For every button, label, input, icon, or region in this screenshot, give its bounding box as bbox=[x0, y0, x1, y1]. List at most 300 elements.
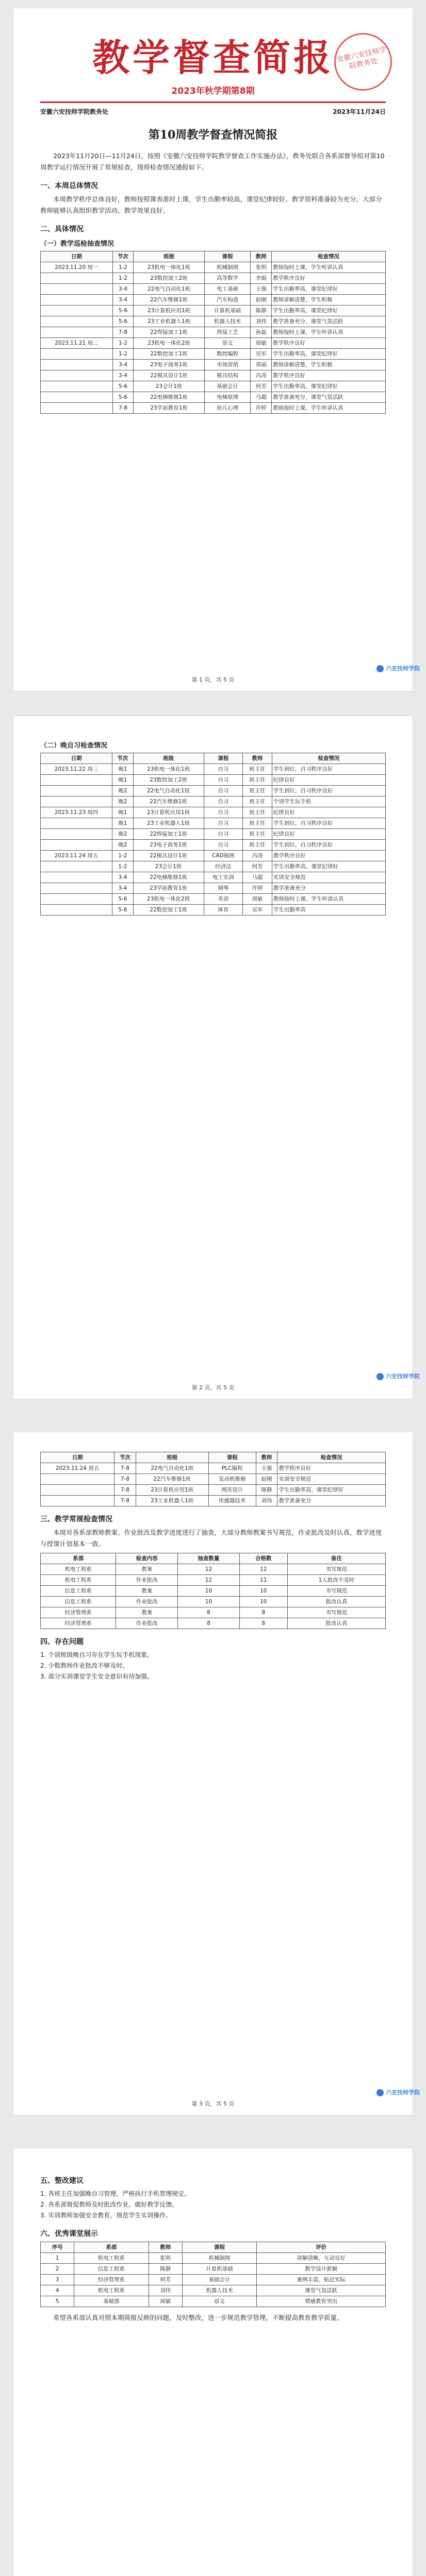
table-row bbox=[41, 338, 386, 349]
table-row bbox=[41, 807, 386, 818]
page-3 bbox=[13, 1432, 420, 2115]
table-cell: 计算机基础 bbox=[204, 306, 251, 316]
subsection-heading-1: （一）教学巡检抽查情况 bbox=[40, 240, 114, 248]
table-cell: 冯涛 bbox=[243, 851, 272, 861]
table-cell bbox=[41, 829, 112, 840]
table-cell: 书写规范 bbox=[287, 1607, 385, 1618]
table-cell: 实训安全规范 bbox=[272, 872, 385, 883]
table-cell: 23工业机器人1班 bbox=[136, 1496, 208, 1506]
table-cell: 何芳 bbox=[149, 2275, 182, 2285]
table-cell: 22汽车维修1班 bbox=[134, 295, 204, 306]
table-cell bbox=[41, 1485, 114, 1496]
table-cell: 教学设计新颖 bbox=[257, 2264, 386, 2275]
page-footer: 第 2 页，共 5 页 bbox=[191, 1384, 235, 1391]
watermark: 六安技师学院 bbox=[376, 1372, 420, 1380]
table-cell: 11 bbox=[239, 1575, 287, 1586]
issue-number: 2023年秋学期第8期 bbox=[171, 86, 255, 96]
page-footer: 第 3 页，共 5 页 bbox=[191, 2100, 235, 2107]
table-cell: 英语 bbox=[204, 894, 243, 905]
table-cell: 纪律良好 bbox=[272, 807, 385, 818]
table-cell: 2023.11.23 周四 bbox=[41, 807, 112, 818]
table-cell: 王强 bbox=[251, 284, 272, 295]
closing-paragraph: 希望各系部认真对照本期简报反映的问题，及时整改，进一步规范教学管理，不断提高教育教学质量。 bbox=[53, 2314, 343, 2321]
table-cell: 吴军 bbox=[251, 349, 272, 360]
table-row bbox=[41, 2285, 386, 2296]
table-cell: 刘伟 bbox=[251, 316, 272, 327]
table-cell: 电梯原理 bbox=[204, 392, 251, 403]
table-header-cell: 日期 bbox=[41, 753, 112, 764]
table-header-cell: 日期 bbox=[41, 1452, 114, 1463]
issue-date: 2023年11月24日 bbox=[333, 108, 386, 115]
table-cell: 10 bbox=[239, 1586, 287, 1597]
table-cell: 学生出勤率高，课堂纪律好 bbox=[272, 349, 386, 360]
table-cell: 张明 bbox=[149, 2253, 182, 2264]
table-header-cell: 班级 bbox=[136, 1452, 208, 1463]
table-cell: 23计算机应用1班 bbox=[136, 1485, 208, 1496]
table-cell: 教学准备充分 bbox=[272, 883, 385, 894]
table-cell: 教学秩序良好 bbox=[272, 370, 386, 381]
table-cell: 高等数学 bbox=[204, 273, 251, 284]
table-cell: 1-2 bbox=[112, 851, 133, 861]
table-cell: 12 bbox=[178, 1564, 240, 1575]
table-row bbox=[41, 327, 386, 338]
table-cell: 马超 bbox=[251, 392, 272, 403]
table-row bbox=[41, 1474, 386, 1485]
table-cell: 教学秩序良好 bbox=[272, 851, 385, 861]
table-cell bbox=[41, 818, 112, 829]
watermark: 六安技师学院 bbox=[376, 664, 420, 672]
table-cell: 基础会计 bbox=[182, 2275, 256, 2285]
table-cell: CAD制图 bbox=[204, 851, 243, 861]
header-meta bbox=[40, 107, 386, 116]
table-cell: 22数控加工1班 bbox=[134, 349, 204, 360]
table-row bbox=[41, 764, 386, 775]
watermark: 六安技师学院 bbox=[376, 2088, 420, 2096]
table-row bbox=[41, 1607, 386, 1618]
table-row bbox=[41, 894, 386, 905]
table-cell: 自习 bbox=[204, 764, 243, 775]
list-item: 1. 各班主任加强晚自习管理，严格执行手机管理规定。 bbox=[40, 2190, 191, 2197]
table-cell: 22电梯维修1班 bbox=[133, 872, 204, 883]
table-cell: 自习 bbox=[204, 829, 243, 840]
table-header-cell: 节次 bbox=[112, 753, 133, 764]
list-item: 3. 实训教师加强安全教育，规范学生实训操作。 bbox=[40, 2212, 172, 2219]
table-cell: 批改认真 bbox=[287, 1597, 385, 1607]
table-cell: 纪律良好 bbox=[272, 775, 385, 786]
table-cell: 教学秩序良好 bbox=[272, 338, 386, 349]
table-cell: 23机电一体化2班 bbox=[133, 894, 204, 905]
table-cell: 李娟 bbox=[251, 273, 272, 284]
table-cell: 何芳 bbox=[251, 381, 272, 392]
table-cell: 信息工程系 bbox=[41, 1597, 116, 1607]
table-cell: 晚1 bbox=[112, 807, 133, 818]
table-cell: 作业批改 bbox=[116, 1575, 178, 1586]
table-cell: 3-4 bbox=[112, 360, 134, 370]
table-row bbox=[41, 786, 386, 796]
table-cell: 教学准备充分 bbox=[277, 1496, 386, 1506]
section-heading-1: 一、本周总体情况 bbox=[40, 182, 98, 190]
table-cell bbox=[41, 306, 113, 316]
table-cell bbox=[41, 861, 112, 872]
table-header-cell: 评价 bbox=[257, 2242, 386, 2253]
table-cell: 22电气自动化1班 bbox=[133, 786, 204, 796]
table-cell bbox=[41, 883, 112, 894]
table-cell: 郑丽 bbox=[251, 360, 272, 370]
table-header-cell: 序号 bbox=[41, 2242, 74, 2253]
document-title: 第10周教学督查情况简报 bbox=[148, 128, 278, 142]
table-row bbox=[41, 2253, 386, 2264]
table-cell: 7-8 bbox=[112, 327, 134, 338]
section-heading-6: 六、优秀课堂展示 bbox=[40, 2230, 98, 2238]
table-cell: 钢琴 bbox=[204, 883, 243, 894]
table-cell: 自习 bbox=[204, 807, 243, 818]
table-row bbox=[41, 872, 386, 883]
table-cell: 案例丰富，贴近实际 bbox=[257, 2275, 386, 2285]
table-row bbox=[41, 370, 386, 381]
table-cell: 孙磊 bbox=[251, 327, 272, 338]
table-row bbox=[41, 796, 386, 807]
suggestions-list bbox=[40, 2189, 386, 2221]
table-cell: 8 bbox=[178, 1607, 240, 1618]
table-cell: 赵刚 bbox=[256, 1474, 277, 1485]
issuing-org: 安徽六安技师学院教务处 bbox=[40, 108, 109, 115]
table-cell: 赵刚 bbox=[251, 295, 272, 306]
table-row bbox=[41, 262, 386, 273]
table-cell: 自习 bbox=[204, 786, 243, 796]
table-cell: 7-8 bbox=[112, 403, 134, 414]
table-cell: 22模具设计1班 bbox=[133, 851, 204, 861]
table-cell: 讲解清晰，互动良好 bbox=[257, 2253, 386, 2264]
table-row bbox=[41, 1618, 386, 1629]
table-cell: 2023.11.24 周五 bbox=[41, 851, 112, 861]
table-cell: 教案 bbox=[116, 1607, 178, 1618]
table-cell bbox=[41, 349, 113, 360]
table-cell: 23工业机器人1班 bbox=[134, 316, 204, 327]
table-cell: 2023.11.20 周一 bbox=[41, 262, 113, 273]
table-header-cell: 班级 bbox=[133, 753, 204, 764]
table-cell bbox=[41, 775, 112, 786]
table-cell bbox=[41, 905, 112, 916]
table-cell: 焊接工艺 bbox=[204, 327, 251, 338]
table-cell: 何芳 bbox=[243, 861, 272, 872]
table-cell: 4 bbox=[41, 2285, 74, 2296]
table-cell: 王强 bbox=[256, 1463, 277, 1474]
section-heading-5: 五、整改建议 bbox=[40, 2177, 84, 2185]
table-cell: 教师讲解清楚，学生积极 bbox=[272, 360, 386, 370]
table-cell: 2 bbox=[41, 2264, 74, 2275]
table-row bbox=[41, 829, 386, 840]
table-cell: 机电工程系 bbox=[74, 2253, 149, 2264]
table-cell: 1-2 bbox=[112, 338, 134, 349]
list-item: 3. 部分实训课堂学生安全意识有待加强。 bbox=[40, 1673, 154, 1680]
table-cell: 23学前教育1班 bbox=[134, 403, 204, 414]
table-row bbox=[41, 360, 386, 370]
table-row bbox=[41, 2296, 386, 2307]
table-cell: 陈静 bbox=[149, 2264, 182, 2275]
table-row bbox=[41, 851, 386, 861]
table-cell: 10 bbox=[178, 1597, 240, 1607]
table-cell: 1-2 bbox=[112, 262, 134, 273]
table-cell bbox=[41, 872, 112, 883]
table-cell bbox=[41, 316, 113, 327]
table-cell: 电工实训 bbox=[204, 872, 243, 883]
table-cell bbox=[41, 796, 112, 807]
table-cell: 晚1 bbox=[112, 818, 133, 829]
table-header-cell: 课程 bbox=[208, 1452, 256, 1463]
table-cell: 教案 bbox=[116, 1564, 178, 1575]
table-header-cell: 检查情况 bbox=[277, 1452, 386, 1463]
table-cell: 23会计1班 bbox=[133, 861, 204, 872]
table-cell: 晚2 bbox=[112, 829, 133, 840]
table-cell: 教学秩序良好 bbox=[272, 273, 386, 284]
table-header-cell: 教师 bbox=[149, 2242, 182, 2253]
excellent-class-table bbox=[40, 2242, 386, 2307]
table-cell: 学生出勤率高，课堂纪律好 bbox=[272, 861, 385, 872]
table-cell: 23电子商务1班 bbox=[133, 840, 204, 851]
table-header-cell: 检查内容 bbox=[116, 1553, 178, 1564]
table-cell: 1-2 bbox=[112, 861, 133, 872]
table-cell: 冯涛 bbox=[251, 370, 272, 381]
table-cell: 模具结构 bbox=[204, 370, 251, 381]
table-cell: 学生出勤率高，课堂纪律好 bbox=[272, 381, 386, 392]
summary-paragraph: 本周教学秩序总体良好，教师按照课表准时上课，学生出勤率较高，课堂纪律较好。教学资料准备较为充分，大部分教师能够认真组织教学活动，教学效果良好。 bbox=[40, 195, 382, 214]
table-cell: 纪律良好 bbox=[272, 829, 385, 840]
table-header-cell: 检查情况 bbox=[272, 753, 385, 764]
table-cell: 基础部 bbox=[74, 2296, 149, 2307]
page-footer: 第 1 页，共 5 页 bbox=[191, 676, 235, 683]
table-cell: 书写规范 bbox=[287, 1586, 385, 1597]
table-header-cell: 班级 bbox=[134, 251, 204, 262]
table-cell: 教案 bbox=[116, 1586, 178, 1597]
table-row bbox=[41, 818, 386, 829]
table-row bbox=[41, 403, 386, 414]
table-cell: 机电工程系 bbox=[41, 1564, 116, 1575]
routine-check-paragraph: 本周对各系部教师教案、作业批改及教学进度进行了抽查，大部分教师教案书写规范，作业批改及时认真，教学进度与授课计划基本一致。 bbox=[40, 1529, 382, 1548]
table-cell: 12 bbox=[178, 1575, 240, 1586]
table-cell: 课堂气氛活跃 bbox=[257, 2285, 386, 2296]
table-cell: 学生出勤率高，课堂纪律好 bbox=[272, 284, 386, 295]
table-header-cell: 教师 bbox=[251, 251, 272, 262]
table-row bbox=[41, 883, 386, 894]
table-cell: 班主任 bbox=[243, 775, 272, 786]
table-cell: 实训安全规范 bbox=[277, 1474, 386, 1485]
table-cell bbox=[41, 840, 112, 851]
table-cell: 23机电一体化1班 bbox=[134, 262, 204, 273]
table-cell: PLC编程 bbox=[208, 1463, 256, 1474]
table-cell: 晚1 bbox=[112, 764, 133, 775]
table-cell: 晚1 bbox=[112, 775, 133, 786]
table-cell bbox=[41, 1496, 114, 1506]
table-cell bbox=[41, 786, 112, 796]
table-cell: 22汽车维修1班 bbox=[136, 1474, 208, 1485]
table-cell: 网页设计 bbox=[208, 1485, 256, 1496]
table-cell: 自习 bbox=[204, 840, 243, 851]
table-row bbox=[41, 1586, 386, 1597]
table-cell: 机械制图 bbox=[204, 262, 251, 273]
table-cell: 学生到位，自习秩序良好 bbox=[272, 840, 385, 851]
table-cell: 电工基础 bbox=[204, 284, 251, 295]
table-cell: 5-6 bbox=[112, 894, 133, 905]
table-cell: 教学秩序良好 bbox=[277, 1463, 386, 1474]
table-cell: 23工业机器人1班 bbox=[133, 818, 204, 829]
table-cell: 学生到位，自习秩序良好 bbox=[272, 764, 385, 775]
table-cell: 作业批改 bbox=[116, 1597, 178, 1607]
table-cell: 班主任 bbox=[243, 807, 272, 818]
table-cell: 刘伟 bbox=[256, 1496, 277, 1506]
table-row bbox=[41, 306, 386, 316]
table-header-cell: 课程 bbox=[182, 2242, 256, 2253]
table-cell: 23数控加工2班 bbox=[133, 775, 204, 786]
table-cell: 经济法 bbox=[204, 861, 243, 872]
table-cell bbox=[41, 403, 113, 414]
table-cell: 3-4 bbox=[112, 295, 134, 306]
table-cell: 情感教育突出 bbox=[257, 2296, 386, 2307]
table-cell: 班主任 bbox=[243, 786, 272, 796]
table-row bbox=[41, 861, 386, 872]
table-cell: 5-6 bbox=[112, 316, 134, 327]
table-cell: 22汽车维修1班 bbox=[133, 796, 204, 807]
table-cell: 市场营销 bbox=[204, 360, 251, 370]
table-cell: 教师按时上课，学生听讲认真 bbox=[272, 327, 386, 338]
table-cell: 语文 bbox=[204, 338, 251, 349]
table-row bbox=[41, 381, 386, 392]
table-cell: 1 bbox=[41, 2253, 74, 2264]
table-cell: 2023.11.24 周五 bbox=[41, 1463, 114, 1474]
table-cell: 学生到位，自习秩序良好 bbox=[272, 786, 385, 796]
table-cell: 7-8 bbox=[114, 1496, 136, 1506]
table-cell: 22焊接加工1班 bbox=[133, 829, 204, 840]
table-cell: 晚2 bbox=[112, 840, 133, 851]
table-row bbox=[41, 316, 386, 327]
red-divider bbox=[40, 101, 386, 103]
table-header-cell: 系部 bbox=[41, 1553, 116, 1564]
table-cell: 10 bbox=[178, 1586, 240, 1597]
routine-check-table bbox=[40, 1553, 386, 1629]
table-cell: 机械制图 bbox=[182, 2253, 256, 2264]
section-heading-2: 二、具体情况 bbox=[40, 225, 84, 233]
table-cell: 机器人技术 bbox=[204, 316, 251, 327]
table-cell: 班主任 bbox=[243, 796, 272, 807]
table-row bbox=[41, 349, 386, 360]
table-cell: 23计算机应用1班 bbox=[134, 306, 204, 316]
inspection-table-1 bbox=[40, 251, 386, 414]
inspection-table-3 bbox=[40, 1452, 386, 1506]
table-cell: 作业批改 bbox=[116, 1618, 178, 1629]
table-cell: 学生出勤率高 bbox=[272, 905, 385, 916]
table-cell bbox=[41, 284, 113, 295]
table-cell: 3-4 bbox=[112, 370, 134, 381]
table-cell bbox=[41, 273, 113, 284]
table-cell: 7-8 bbox=[114, 1463, 136, 1474]
logo-icon bbox=[376, 665, 384, 672]
table-cell: 传感器技术 bbox=[208, 1496, 256, 1506]
table-cell: 周敏 bbox=[149, 2296, 182, 2307]
table-cell: 班主任 bbox=[243, 818, 272, 829]
table-cell: 2023.11.22 周三 bbox=[41, 764, 112, 775]
table-cell: 10 bbox=[239, 1597, 287, 1607]
table-cell: 书写规范 bbox=[287, 1564, 385, 1575]
table-cell: 汽车构造 bbox=[204, 295, 251, 306]
table-cell: 个别学生玩手机 bbox=[272, 796, 385, 807]
table-cell: 12 bbox=[239, 1564, 287, 1575]
table-row bbox=[41, 1496, 386, 1506]
table-row bbox=[41, 775, 386, 786]
table-row bbox=[41, 295, 386, 306]
banner-title: 教学督查简报 bbox=[92, 36, 334, 79]
table-cell: 教学准备充分，课堂气氛活跃 bbox=[272, 316, 386, 327]
table-cell bbox=[41, 370, 113, 381]
table-cell: 22电气自动化1班 bbox=[134, 284, 204, 295]
table-header-cell: 课程 bbox=[204, 753, 243, 764]
table-cell: 班主任 bbox=[243, 764, 272, 775]
table-cell: 周敏 bbox=[251, 338, 272, 349]
table-row bbox=[41, 840, 386, 851]
table-row bbox=[41, 1575, 386, 1586]
table-cell: 语文 bbox=[182, 2296, 256, 2307]
table-cell: 许婷 bbox=[251, 403, 272, 414]
table-cell: 1-2 bbox=[112, 273, 134, 284]
table-cell: 晚2 bbox=[112, 786, 133, 796]
table-cell: 3-4 bbox=[112, 883, 133, 894]
table-header-cell: 备注 bbox=[287, 1553, 385, 1564]
logo-icon bbox=[376, 1373, 384, 1380]
table-cell bbox=[41, 381, 113, 392]
table-cell: 教学准备充分，课堂气氛活跃 bbox=[272, 392, 386, 403]
table-cell: 数控编程 bbox=[204, 349, 251, 360]
inspection-table-2 bbox=[40, 753, 386, 916]
table-cell bbox=[41, 894, 112, 905]
table-cell: 8 bbox=[178, 1618, 240, 1629]
page-2 bbox=[13, 716, 420, 1399]
table-cell: 机电工程系 bbox=[74, 2285, 149, 2296]
section-heading-3: 三、教学常规检查情况 bbox=[40, 1515, 112, 1523]
table-cell: 基础会计 bbox=[204, 381, 251, 392]
table-cell: 23机电一体化1班 bbox=[133, 764, 204, 775]
table-cell: 许婷 bbox=[243, 883, 272, 894]
table-cell: 自习 bbox=[204, 775, 243, 786]
table-row bbox=[41, 2275, 386, 2285]
table-cell bbox=[41, 1474, 114, 1485]
table-header-cell: 课程 bbox=[204, 251, 251, 262]
table-cell bbox=[41, 295, 113, 306]
table-header-cell: 教师 bbox=[243, 753, 272, 764]
page-4 bbox=[13, 2148, 413, 2576]
table-header-cell: 日期 bbox=[41, 251, 113, 262]
table-cell: 8 bbox=[239, 1618, 287, 1629]
table-cell: 刘伟 bbox=[149, 2285, 182, 2296]
table-cell: 经济管理系 bbox=[74, 2275, 149, 2285]
table-cell: 2023.11.21 周二 bbox=[41, 338, 113, 349]
table-cell: 3 bbox=[41, 2275, 74, 2285]
table-cell: 信息工程系 bbox=[74, 2264, 149, 2275]
table-cell: 23计算机应用1班 bbox=[133, 807, 204, 818]
issues-list bbox=[40, 1650, 386, 1682]
list-item: 2. 各系部督促教师及时批改作业，做好教学反馈。 bbox=[40, 2201, 178, 2208]
table-cell: 陈静 bbox=[256, 1485, 277, 1496]
table-header-cell: 检查情况 bbox=[272, 251, 386, 262]
table-cell: 班主任 bbox=[243, 829, 272, 840]
table-cell: 3-4 bbox=[112, 284, 134, 295]
table-cell: 23学前教育1班 bbox=[133, 883, 204, 894]
table-cell: 吴军 bbox=[243, 905, 272, 916]
table-cell: 22电气自动化1班 bbox=[136, 1463, 208, 1474]
table-row bbox=[41, 1597, 386, 1607]
table-cell bbox=[41, 392, 113, 403]
table-header-cell: 系部 bbox=[74, 2242, 149, 2253]
table-cell: 张明 bbox=[251, 262, 272, 273]
table-cell: 22数控加工1班 bbox=[133, 905, 204, 916]
table-cell: 周敏 bbox=[243, 894, 272, 905]
